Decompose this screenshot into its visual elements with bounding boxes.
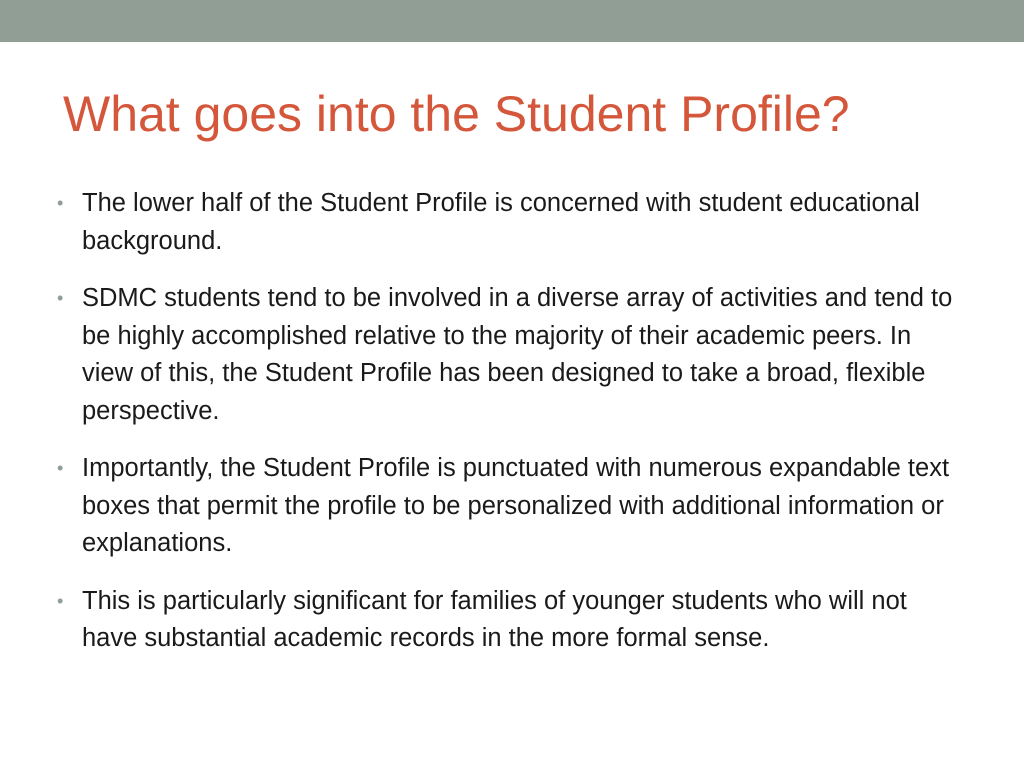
bullet-text: Importantly, the Student Profile is punctuated with numerous expandable text boxes that permit the profile to be personalized with additional information or explanations. (82, 454, 950, 557)
bullet-item (57, 583, 967, 658)
slide-title: What goes into the Student Profile? (63, 86, 850, 142)
bullet-item (57, 280, 967, 430)
bullet-dot-icon: • (57, 458, 64, 478)
bullet-text: The lower half of the Student Profile is concerned with student educational background. (82, 189, 920, 255)
bullet-list (57, 185, 967, 678)
top-accent-band (0, 0, 1024, 42)
bullet-dot-icon: • (57, 193, 64, 213)
bullet-text: SDMC students tend to be involved in a diverse array of activities and tend to be highly accomplished relative to the majority of their academic peers. In view of this, the Student Profile has been designed to take a broad, flexible perspective. (82, 284, 953, 425)
bullet-text: This is particularly significant for families of younger students who will not have substantial academic records in the more formal sense. (82, 586, 907, 652)
bullet-item (57, 450, 967, 563)
bullet-dot-icon: • (57, 590, 64, 611)
bullet-dot-icon: • (57, 288, 64, 308)
bullet-item (57, 185, 967, 260)
